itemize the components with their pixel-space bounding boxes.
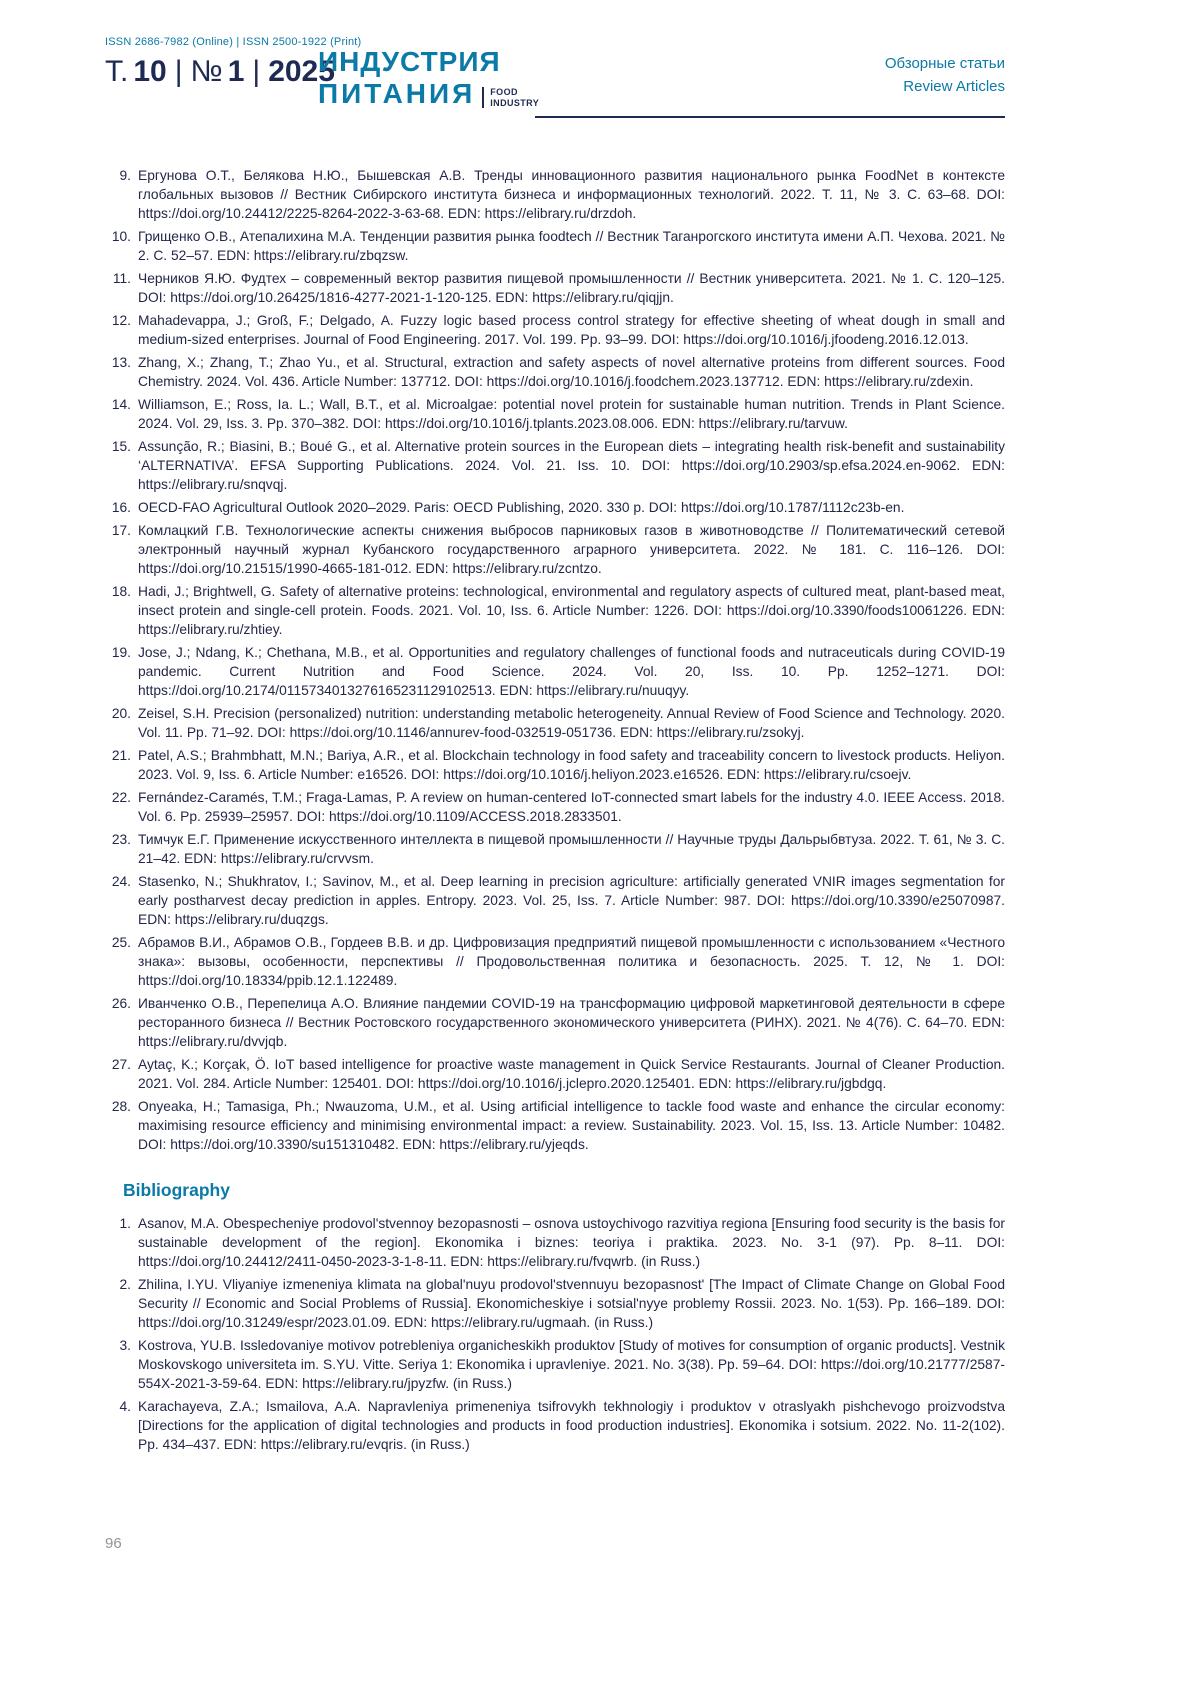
bibliography-text: Zhilina, I.YU. Vliyaniye izmeneniya klimata na global'nuyu prodovol'stvennuyu bezopasnost' [The Impact of Climate Change on Global Food Security // Economic and Social Problems of Russia]. Ekonomicheskiye i sotsial'nyye problemy Rossii. 2023. No. 1(53). Pp. 166–189. DOI: https://doi.org/10.31249/espr/2023.01.09. EDN: https://elibrary.ru/ugmaah. (in Russ.) (138, 1277, 1005, 1330)
reference-number: 23. (111, 832, 131, 847)
reference-number: 18. (111, 584, 131, 599)
reference-text: Тимчук Е.Г. Применение искусственного интеллекта в пищевой промышленности // Научные труды Дальрыбвтуза. 2022. Т. 61, № 3. С. 21–42. EDN: https://elibrary.ru/crvvsm. (138, 832, 1005, 866)
reference-item (105, 437, 1005, 494)
reference-text: OECD-FAO Agricultural Outlook 2020–2029. Paris: OECD Publishing, 2020. 330 p. DOI: https://doi.org/10.1787/1112c23b-en. (138, 500, 905, 515)
reference-text: Fernández-Caramés, T.M.; Fraga-Lamas, P. A review on human-centered IoT-connected smart labels for the industry 4.0. IEEE Access. 2018. Vol. 6. Pp. 25939–25957. DOI: https://doi.org/10.1109/ACCESS.2018.2833501. (138, 790, 1005, 824)
reference-item (105, 1055, 1005, 1093)
journal-logo (318, 48, 539, 108)
reference-number: 25. (111, 935, 131, 950)
section-label-block (885, 52, 1005, 99)
reference-text: Ергунова О.Т., Белякова Н.Ю., Бышевская А.В. Тренды инновационного развития национального рынка FoodNet в контексте глобальных вызовов // Вестник Сибирского института бизнеса и информационных технологий. 2022. Т. 11, № 3. С. 63–68. DOI: https://doi.org/10.24412/2225-8264-2022-3-63-68. EDN: https://elibrary.ru/drzdoh. (138, 168, 1005, 221)
reference-item (105, 872, 1005, 929)
reference-text: Aytaç, K.; Korçak, Ö. IoT based intelligence for proactive waste management in Quick Service Restaurants. Journal of Cleaner Production. 2021. Vol. 284. Article Number: 125401. DOI: https://doi.org/10.1016/j.jclepro.2020.125401. EDN: https://elibrary.ru/jgbdgq. (138, 1057, 1005, 1091)
issue-number: 1 (227, 55, 245, 88)
references-list (105, 166, 1005, 1154)
reference-number: 21. (111, 748, 131, 763)
volume-number: 10 (133, 55, 167, 88)
reference-number: 12. (111, 313, 131, 328)
reference-text: Грищенко О.В., Атепалихина М.А. Тенденции развития рынка foodtech // Вестник Таганрогского института имени А.П. Чехова. 2021. № 2. С. 52–57. EDN: https://elibrary.ru/zbqzsw. (138, 229, 1005, 263)
reference-text: Mahadevappa, J.; Groß, F.; Delgado, A. Fuzzy logic based process control strategy for effective sheeting of wheat dough in small and medium-sized enterprises. Journal of Food Engineering. 2017. Vol. 199. Pp. 93–99. DOI: https://doi.org/10.1016/j.jfoodeng.2016.12.013. (138, 313, 1005, 347)
reference-text: Onyeaka, H.; Tamasiga, Ph.; Nwauzoma, U.M., et al. Using artificial intelligence to tackle food waste and enhance the circular economy: maximising resource efficiency and minimising environmental impact: a review. Sustainability. 2023. Vol. 15, Iss. 13. Article Number: 10482. DOI: https://doi.org/10.3390/su151310482. EDN: https://elibrary.ru/yjeqds. (138, 1099, 1005, 1152)
bibliography-number: 1. (119, 1216, 131, 1231)
reference-number: 9. (119, 168, 131, 183)
reference-number: 24. (111, 874, 131, 889)
section-label-en: Review Articles (903, 78, 1005, 96)
reference-item (105, 582, 1005, 639)
reference-item (105, 498, 1005, 517)
reference-item (105, 933, 1005, 990)
separator: | (174, 55, 183, 88)
reference-number: 10. (111, 229, 131, 244)
reference-item (105, 788, 1005, 826)
issue-label: № (190, 55, 223, 88)
reference-item (105, 994, 1005, 1051)
references-section (105, 166, 1005, 1454)
bibliography-text: Kostrova, YU.B. Issledovaniye motivov potrebleniya organicheskikh produktov [Study of motives for consumption of organic products]. Vestnik Moskovskogo universiteta im. S.YU. Vitte. Seriya 1: Ekonomika i upravleniye. 2021. No. 3(38). Pp. 59–64. DOI: https://doi.org/10.21777/2587-554X-2021-3-59-64. EDN: https://elibrary.ru/jpyzfw. (in Russ.) (138, 1338, 1005, 1391)
reference-text: Stasenko, N.; Shukhratov, I.; Savinov, M., et al. Deep learning in precision agriculture: artificially generated VNIR images segmentation for early postharvest decay prediction in apples. Entropy. 2023. Vol. 25, Iss. 7. Article Number: 987. DOI: https://doi.org/10.3390/e25070987. EDN: https://elibrary.ru/duqzgs. (138, 874, 1005, 927)
reference-number: 11. (112, 271, 131, 286)
bibliography-item (105, 1275, 1005, 1332)
year: 2025 (268, 55, 335, 88)
reference-item (105, 704, 1005, 742)
reference-number: 20. (111, 706, 131, 721)
page-number: 96 (105, 1535, 122, 1552)
logo-subtitle (482, 87, 539, 108)
reference-text: Assunção, R.; Biasini, B.; Boué G., et al. Alternative protein sources in the European diets – integrating health risk-benefit and sustainability ‘ALTERNATIVA’. EFSA Supporting Publications. 2024. Vol. 21. Iss. 10. DOI: https://doi.org/10.2903/sp.efsa.2024.en-9062. EDN: https://elibrary.ru/snqvqj. (138, 439, 1005, 492)
header-rule (535, 116, 1005, 118)
reference-item (105, 643, 1005, 700)
logo-subtitle-line1: FOOD (490, 87, 518, 98)
reference-text: Иванченко О.В., Перепелица А.О. Влияние пандемии COVID-19 на трансформацию цифровой маркетинговой деятельности в сфере ресторанного бизнеса // Вестник Ростовского государственного экономического университета (РИНХ). 2021. № 4(76). С. 64–70. EDN: https://elibrary.ru/dvvjqb. (138, 996, 1005, 1049)
bibliography-number: 4. (119, 1399, 131, 1414)
bibliography-number: 2. (119, 1277, 131, 1292)
bibliography-item (105, 1397, 1005, 1454)
reference-text: Черников Я.Ю. Фудтех – современный вектор развития пищевой промышленности // Вестник университета. 2021. № 1. С. 120–125. DOI: https://doi.org/10.26425/1816-4277-2021-1-120-125. EDN: https://elibrary.ru/qiqjjn. (138, 271, 1005, 305)
reference-text: Комлацкий Г.В. Технологические аспекты снижения выбросов парниковых газов в животноводстве // Политематический сетевой электронный научный журнал Кубанского государственного аграрного университета. 2022. № 181. С. 116–126. DOI: https://doi.org/10.21515/1990-4665-181-012. EDN: https://elibrary.ru/zcntzo. (138, 523, 1005, 576)
reference-number: 16. (111, 500, 131, 515)
reference-number: 17. (111, 523, 131, 538)
reference-item (105, 311, 1005, 349)
section-label-ru: Обзорные статьи (884, 55, 1005, 72)
bibliography-list (105, 1214, 1005, 1454)
reference-item (105, 830, 1005, 868)
reference-text: Jose, J.; Ndang, K.; Chethana, M.B., et al. Opportunities and regulatory challenges of functional foods and nutraceuticals during COVID-19 pandemic. Current Nutrition and Food Science. 2024. Vol. 20, Iss. 10. Pp. 1252–1271. DOI: https://doi.org/10.2174/0115734013276165231129102513. EDN: https://elibrary.ru/nuuqyy. (138, 645, 1005, 698)
reference-number: 15. (111, 439, 131, 454)
reference-number: 26. (111, 996, 131, 1011)
issn-line: ISSN 2686-7982 (Online) | ISSN 2500-1922 (Print) (105, 36, 362, 48)
bibliography-text: Asanov, M.A. Obespecheniye prodovol'stvennoy bezopasnosti – osnova ustoychivogo razvitiya regiona [Ensuring food security is the basis for sustainable development of the region]. Ekonomika i biznes: teoriya i praktika. 2023. No. 3-1 (97). Pp. 8–11. DOI: https://doi.org/10.24412/2411-0450-2023-3-1-8-11. EDN: https://elibrary.ru/fvqwrb. (in Russ.) (138, 1216, 1005, 1269)
reference-number: 19. (111, 645, 131, 660)
reference-number: 22. (111, 790, 131, 805)
logo-title-line1: ИНДУСТРИЯ (318, 46, 501, 77)
reference-text: Zeisel, S.H. Precision (personalized) nutrition: understanding metabolic heterogeneity. Annual Review of Food Science and Technology. 2020. Vol. 11. Pp. 71–92. DOI: https://doi.org/10.1146/annurev-food-032519-051736. EDN: https://elibrary.ru/zsokyj. (138, 706, 1005, 740)
logo-title-line2: ПИТАНИЯ (318, 78, 476, 109)
reference-number: 14. (111, 397, 131, 412)
reference-item (105, 395, 1005, 433)
reference-text: Zhang, X.; Zhang, T.; Zhao Yu., et al. Structural, extraction and safety aspects of novel alternative proteins from different sources. Food Chemistry. 2024. Vol. 436. Article Number: 137712. DOI: https://doi.org/10.1016/j.foodchem.2023.137712. EDN: https://elibrary.ru/zdexin. (138, 355, 1005, 389)
volume-issue (105, 55, 1005, 89)
reference-item (105, 746, 1005, 784)
reference-item (105, 1097, 1005, 1154)
reference-text: Абрамов В.И., Абрамов О.В., Гордеев В.В. и др. Цифровизация предприятий пищевой промышленности с использованием «Честного знака»: вызовы, особенности, перспективы // Продовольственная политика и безопасность. 2025. Т. 12, № 1. DOI: https://doi.org/10.18334/ppib.12.1.122489. (138, 935, 1005, 988)
logo-subtitle-line2: INDUSTRY (490, 97, 540, 108)
reference-text: Patel, A.S.; Brahmbhatt, M.N.; Bariya, A.R., et al. Blockchain technology in food safety and traceability concern to livestock products. Heliyon. 2023. Vol. 9, Iss. 6. Article Number: e16526. DOI: https://doi.org/10.1016/j.heliyon.2023.e16526. EDN: https://elibrary.ru/csoejv. (138, 748, 1005, 782)
bibliography-heading: Bibliography (123, 1180, 230, 1200)
reference-number: 28. (111, 1099, 131, 1114)
reference-number: 13. (111, 355, 131, 370)
bibliography-text: Karachayeva, Z.A.; Ismailova, A.A. Napravleniya primeneniya tsifrovykh tekhnologiy i produktov v otraslyakh pishchevogo proizvodstva [Directions for the application of digital technologies and products in food production industries]. Ekonomika i sotsium. 2022. No. 11-2(102). Pp. 434–437. EDN: https://elibrary.ru/evqris. (in Russ.) (138, 1399, 1005, 1452)
reference-text: Williamson, E.; Ross, Ia. L.; Wall, B.T., et al. Microalgae: potential novel protein for sustainable human nutrition. Trends in Plant Science. 2024. Vol. 29, Iss. 3. Pp. 370–382. DOI: https://doi.org/10.1016/j.tplants.2023.08.006. EDN: https://elibrary.ru/tarvuw. (138, 397, 1005, 431)
page-header (105, 36, 1005, 118)
volume-label: Т. (105, 55, 129, 88)
reference-item (105, 166, 1005, 223)
bibliography-number: 3. (119, 1338, 131, 1353)
bibliography-item (105, 1214, 1005, 1271)
reference-item (105, 521, 1005, 578)
separator: | (252, 55, 261, 88)
reference-item (105, 353, 1005, 391)
reference-text: Hadi, J.; Brightwell, G. Safety of alternative proteins: technological, environmental and regulatory aspects of cultured meat, plant-based meat, insect protein and single-cell protein. Foods. 2021. Vol. 10, Iss. 6. Article Number: 1226. DOI: https://doi.org/10.3390/foods10061226. EDN: https://elibrary.ru/zhtiey. (138, 584, 1005, 637)
logo-title-row (318, 80, 539, 108)
reference-number: 27. (111, 1057, 131, 1072)
reference-item (105, 269, 1005, 307)
reference-item (105, 227, 1005, 265)
bibliography-item (105, 1336, 1005, 1393)
header-left-block (105, 36, 1005, 89)
